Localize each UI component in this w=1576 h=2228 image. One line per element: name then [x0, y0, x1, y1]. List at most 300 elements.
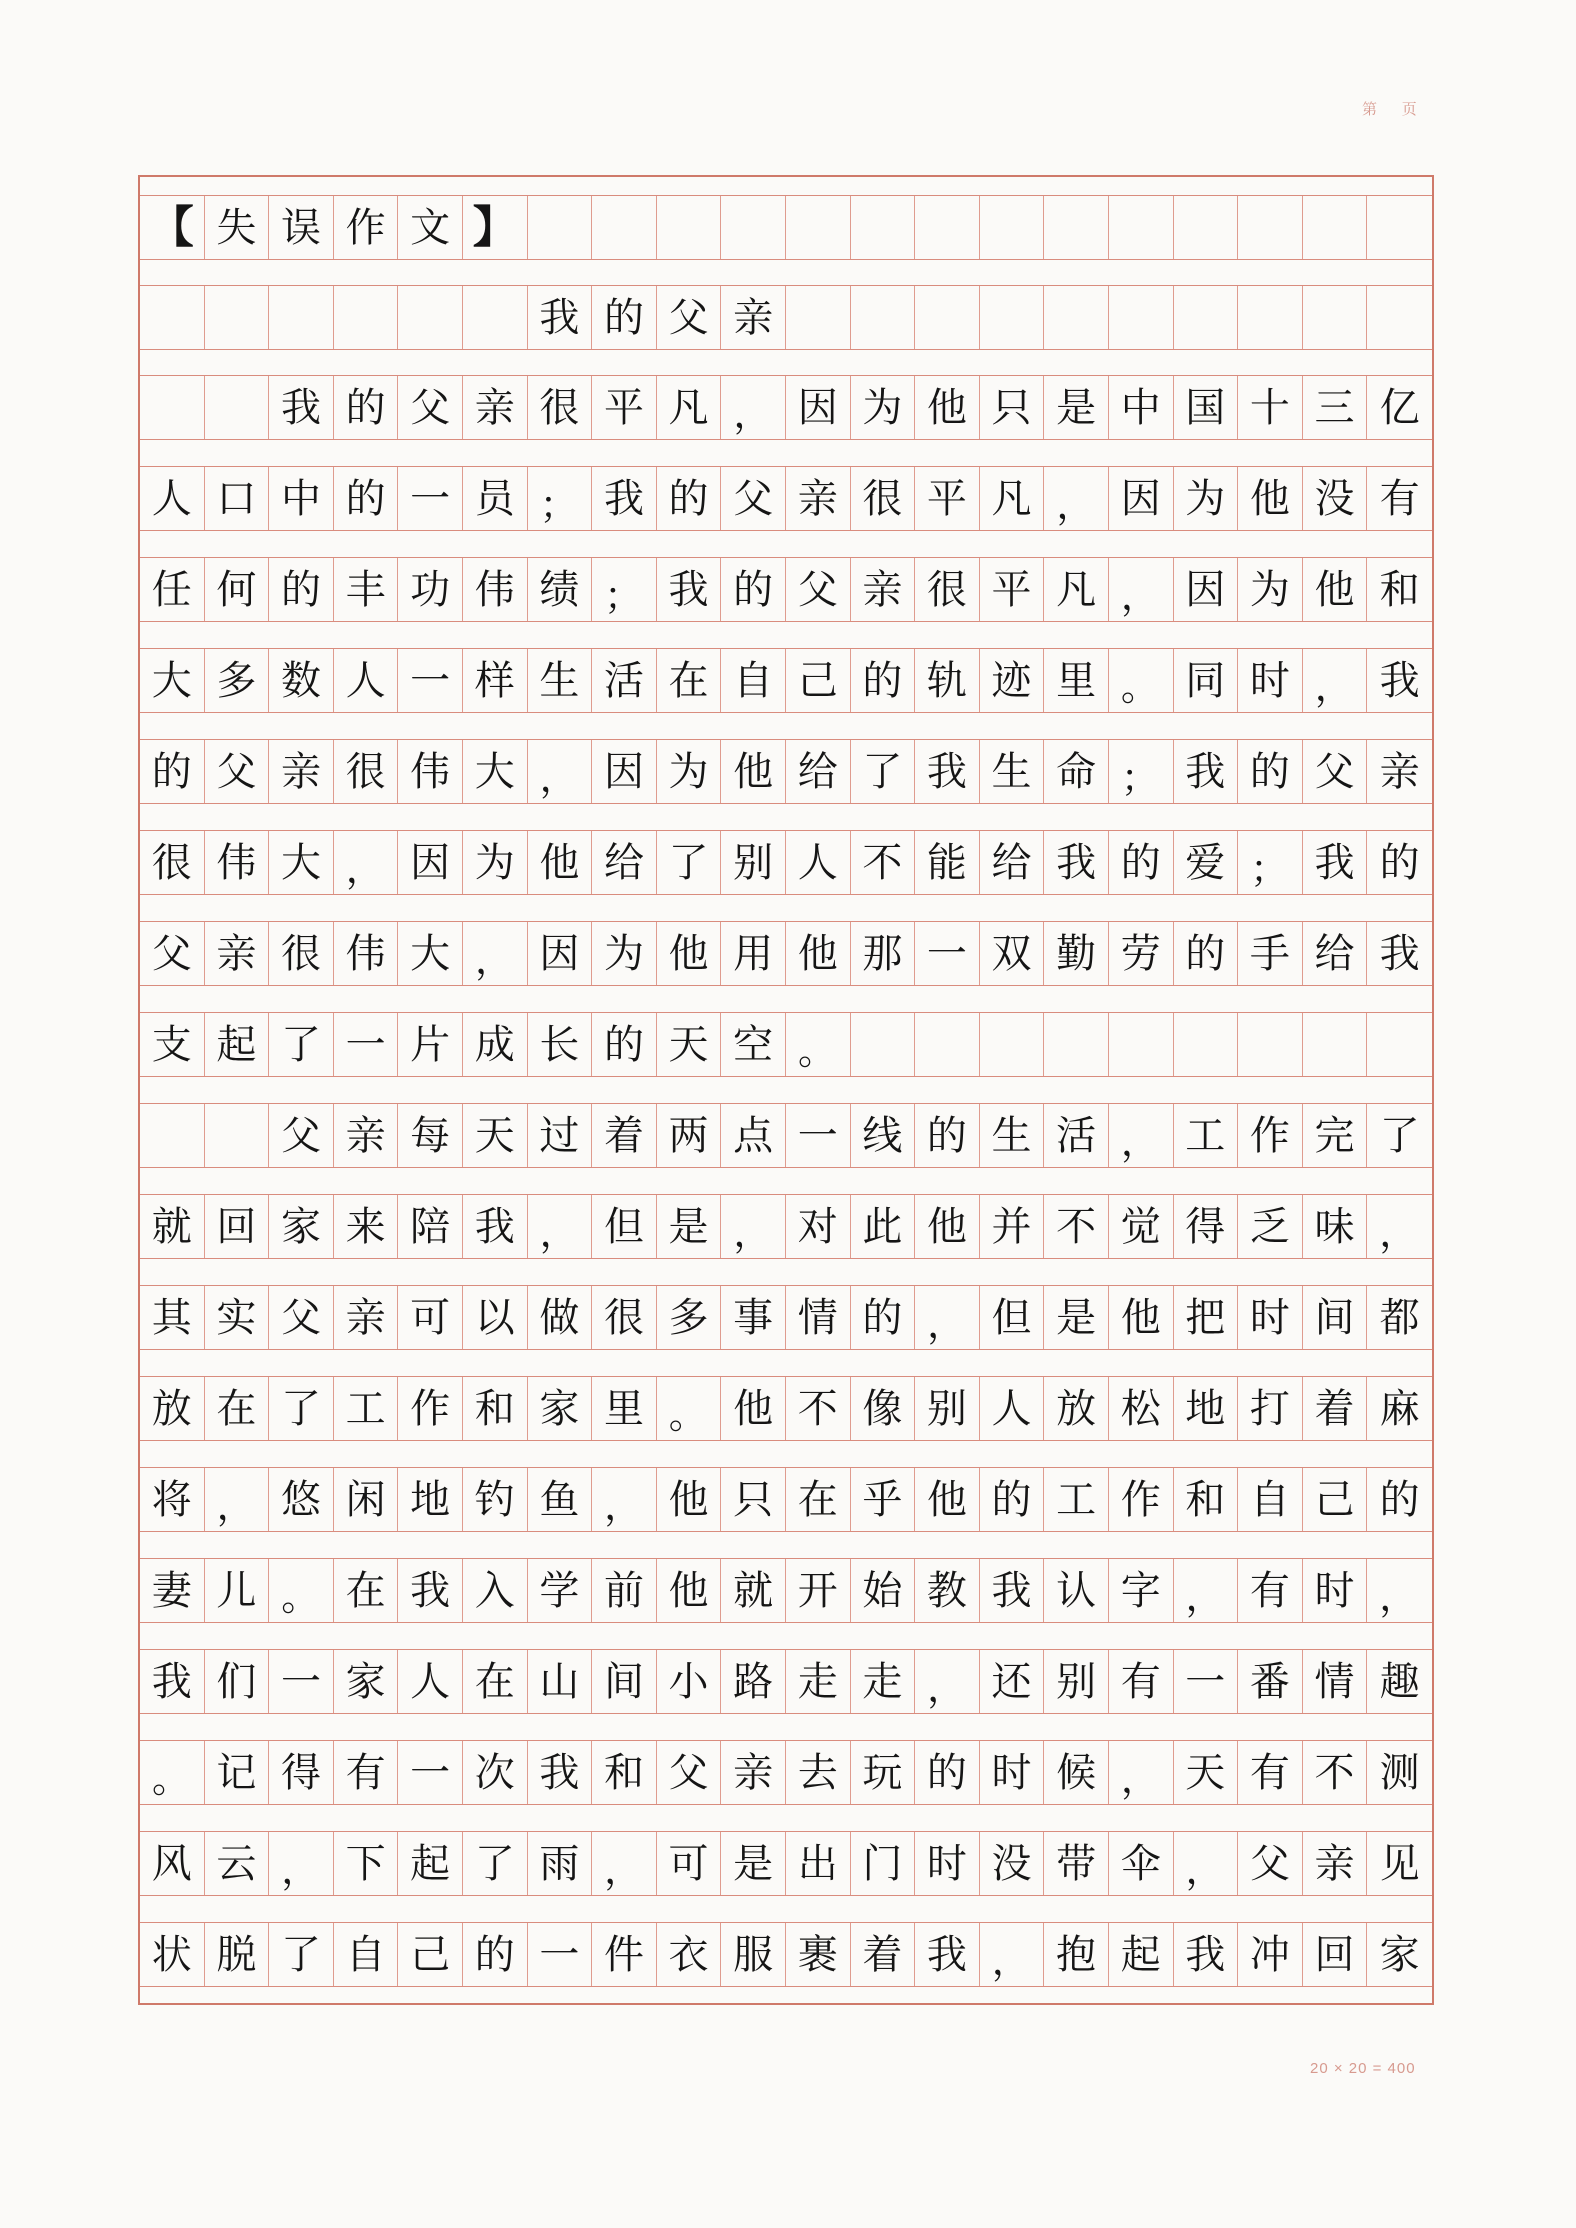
grid-cell: ， — [334, 831, 399, 894]
grid-cell: 放 — [140, 1377, 205, 1440]
grid-cell: 我 — [1303, 831, 1368, 894]
grid-cell: 记 — [205, 1741, 270, 1804]
grid-cell: 。 — [657, 1377, 722, 1440]
grid-cell: 学 — [528, 1559, 593, 1622]
grid-cell: 作 — [334, 196, 399, 259]
grid-cell: 一 — [398, 467, 463, 530]
grid-cell: 他 — [1238, 467, 1303, 530]
grid-cell: 口 — [205, 467, 270, 530]
grid-cell: 乎 — [851, 1468, 916, 1531]
grid-cell: 父 — [269, 1104, 334, 1167]
grid-cell: 那 — [851, 922, 916, 985]
grid-cell: 命 — [1044, 740, 1109, 803]
grid-cell: 我 — [1379, 930, 1420, 977]
grid-cell: 趣 — [1379, 1658, 1420, 1705]
grid-cell: 文 — [398, 196, 463, 259]
grid-cell: 走 — [786, 1650, 851, 1713]
grid-cell: ， — [463, 922, 528, 985]
grid-cell: 伟 — [205, 831, 270, 894]
grid-row — [140, 195, 1432, 260]
grid-cell — [1044, 1013, 1109, 1076]
grid-cell — [1238, 286, 1303, 349]
grid-cell: 时 — [915, 1832, 980, 1895]
grid-cell: 一 — [398, 1741, 463, 1804]
grid-cell: ； — [528, 467, 593, 530]
grid-cell: 同 — [1174, 649, 1239, 712]
grid-cell: 的 — [721, 558, 786, 621]
grid-cell: 给 — [786, 740, 851, 803]
grid-cell: 雨 — [528, 1832, 593, 1895]
grid-cell: 开 — [786, 1559, 851, 1622]
grid-cell: 】 — [463, 196, 528, 259]
grid-cell: 起 — [205, 1013, 270, 1076]
grid-cell: ， — [1379, 1575, 1418, 1619]
grid-row — [140, 1740, 1432, 1805]
grid-cell: 他 — [915, 376, 980, 439]
grid-cell: 情 — [786, 1286, 851, 1349]
grid-cell — [1238, 1013, 1303, 1076]
grid-cell — [1174, 1013, 1239, 1076]
grid-cell: 。 — [786, 1013, 851, 1076]
grid-cell: 鱼 — [528, 1468, 593, 1531]
grid-cell: 带 — [1044, 1832, 1109, 1895]
grid-cell: 地 — [398, 1468, 463, 1531]
grid-cell: 点 — [721, 1104, 786, 1167]
grid-cell: 。 — [1109, 649, 1174, 712]
grid-cell: 父 — [1303, 740, 1368, 803]
grid-cell: 我 — [980, 1559, 1045, 1622]
grid-cell — [463, 286, 528, 349]
grid-cell: 有 — [1238, 1741, 1303, 1804]
grid-cell — [398, 286, 463, 349]
grid-row — [140, 1285, 1432, 1350]
grid-cell — [980, 1013, 1045, 1076]
grid-cell: 一 — [334, 1013, 399, 1076]
grid-row — [140, 1649, 1432, 1714]
grid-cell: 作 — [1109, 1468, 1174, 1531]
grid-cell: 我 — [1044, 831, 1109, 894]
grid-cell: 能 — [915, 831, 980, 894]
grid-cell — [1303, 1013, 1368, 1076]
grid-cell: 和 — [463, 1377, 528, 1440]
grid-cell: 他 — [657, 922, 722, 985]
grid-cell: 有 — [334, 1741, 399, 1804]
grid-cell — [205, 1104, 270, 1167]
grid-cell: 了 — [657, 831, 722, 894]
grid-cell: ， — [1303, 649, 1368, 712]
grid-cell: 家 — [334, 1650, 399, 1713]
grid-row — [140, 1194, 1432, 1259]
grid-cell: 我 — [915, 740, 980, 803]
grid-cell: 工 — [1044, 1468, 1109, 1531]
grid-cell: 过 — [528, 1104, 593, 1167]
grid-cell: 很 — [592, 1286, 657, 1349]
grid-cell: 觉 — [1109, 1195, 1174, 1258]
grid-row — [140, 830, 1432, 895]
grid-cell: 父 — [1238, 1832, 1303, 1895]
grid-cell: 的 — [592, 1013, 657, 1076]
grid-cell: 为 — [657, 740, 722, 803]
grid-cell: ， — [1174, 1832, 1239, 1895]
grid-cell: 国 — [1174, 376, 1239, 439]
grid-cell: 着 — [592, 1104, 657, 1167]
grid-cell: 为 — [592, 922, 657, 985]
grid-cell: 给 — [592, 831, 657, 894]
grid-cell: 失 — [205, 196, 270, 259]
grid-cell: 父 — [721, 467, 786, 530]
grid-cell — [915, 286, 980, 349]
page-number-label: 第 页 — [1362, 100, 1427, 118]
grid-cell: 两 — [657, 1104, 722, 1167]
grid-cell — [140, 286, 205, 349]
grid-cell: 他 — [1109, 1286, 1174, 1349]
grid-cell: 不 — [1044, 1195, 1109, 1258]
grid-cell: 了 — [463, 1832, 528, 1895]
grid-cell: 空 — [721, 1013, 786, 1076]
grid-cell: 冲 — [1238, 1923, 1303, 1986]
grid-cell: 件 — [592, 1923, 657, 1986]
grid-cell: 亲 — [786, 467, 851, 530]
grid-cell: 自 — [1238, 1468, 1303, 1531]
grid-cell: 片 — [398, 1013, 463, 1076]
grid-cell: 己 — [398, 1923, 463, 1986]
grid-row — [140, 1922, 1432, 1987]
grid-cell: 何 — [205, 558, 270, 621]
grid-cell: 没 — [980, 1832, 1045, 1895]
grid-cell: 放 — [1044, 1377, 1109, 1440]
grid-cell: 钓 — [463, 1468, 528, 1531]
grid-cell: 门 — [851, 1832, 916, 1895]
grid-cell: 伞 — [1109, 1832, 1174, 1895]
grid-cell: 做 — [528, 1286, 593, 1349]
grid-cell: 工 — [1174, 1104, 1239, 1167]
grid-cell: 的 — [915, 1104, 980, 1167]
grid-cell: ， — [721, 1195, 786, 1258]
grid-cell: 为 — [463, 831, 528, 894]
grid-cell — [1367, 196, 1432, 259]
grid-cell — [334, 286, 399, 349]
grid-cell: 员 — [463, 467, 528, 530]
grid-cell: 的 — [915, 1741, 980, 1804]
grid-cell: 天 — [1174, 1741, 1239, 1804]
grid-cell: 我 — [1379, 657, 1420, 704]
grid-cell: 伟 — [334, 922, 399, 985]
grid-cell: 的 — [1238, 740, 1303, 803]
grid-cell: 事 — [721, 1286, 786, 1349]
grid-cell: 前 — [592, 1559, 657, 1622]
grid-cell: 悠 — [269, 1468, 334, 1531]
grid-cell: 有 — [1109, 1650, 1174, 1713]
grid-cell: 迹 — [980, 649, 1045, 712]
grid-row — [140, 1831, 1432, 1896]
grid-cell: 绩 — [528, 558, 593, 621]
grid-cell: 但 — [592, 1195, 657, 1258]
grid-cell: 不 — [1303, 1741, 1368, 1804]
grid-cell: 。 — [269, 1559, 334, 1622]
grid-cell: ， — [592, 1468, 657, 1531]
grid-row — [140, 1558, 1432, 1623]
grid-cell: 他 — [1303, 558, 1368, 621]
grid-cell: 松 — [1109, 1377, 1174, 1440]
grid-cell: 像 — [851, 1377, 916, 1440]
grid-cell: 双 — [980, 922, 1045, 985]
grid-cell: 把 — [1174, 1286, 1239, 1349]
grid-cell: 脱 — [205, 1923, 270, 1986]
grid-cell: 人 — [140, 467, 205, 530]
grid-cell: 的 — [851, 1286, 916, 1349]
grid-cell — [140, 376, 205, 439]
grid-cell: 起 — [1109, 1923, 1174, 1986]
grid-cell: 的 — [1109, 831, 1174, 894]
grid-cell: 只 — [721, 1468, 786, 1531]
grid-cell — [915, 1013, 980, 1076]
grid-cell: 云 — [205, 1832, 270, 1895]
grid-cell — [205, 286, 270, 349]
grid-cell: ， — [592, 1832, 657, 1895]
grid-cell: 父 — [786, 558, 851, 621]
grid-cell: 为 — [851, 376, 916, 439]
grid-cell: 我 — [528, 1741, 593, 1804]
grid-cell: 了 — [269, 1923, 334, 1986]
grid-cell: 路 — [721, 1650, 786, 1713]
grid-row — [140, 1103, 1432, 1168]
grid-cell: 线 — [851, 1104, 916, 1167]
grid-cell: 我 — [398, 1559, 463, 1622]
grid-cell: 样 — [463, 649, 528, 712]
grid-cell: 对 — [786, 1195, 851, 1258]
grid-cell: 丰 — [334, 558, 399, 621]
grid-cell: 服 — [721, 1923, 786, 1986]
grid-cell: 人 — [980, 1377, 1045, 1440]
grid-cell: 乏 — [1238, 1195, 1303, 1258]
grid-cell: 打 — [1238, 1377, 1303, 1440]
grid-cell: 了 — [269, 1013, 334, 1076]
grid-cell — [1109, 1013, 1174, 1076]
grid-cell — [657, 196, 722, 259]
grid-cell — [980, 286, 1045, 349]
grid-cell: 因 — [1174, 558, 1239, 621]
grid-cell: 大 — [398, 922, 463, 985]
grid-cell: 亲 — [721, 286, 786, 349]
grid-cell: 他 — [915, 1195, 980, 1258]
grid-cell: 不 — [786, 1377, 851, 1440]
grid-cell: ， — [915, 1650, 980, 1713]
grid-cell: 的 — [980, 1468, 1045, 1531]
grid-cell: 用 — [721, 922, 786, 985]
grid-cell: 长 — [528, 1013, 593, 1076]
grid-cell: 己 — [1303, 1468, 1368, 1531]
grid-cell: 亲 — [1303, 1832, 1368, 1895]
grid-cell: 亲 — [851, 558, 916, 621]
grid-cell: 的 — [851, 649, 916, 712]
grid-cell: 回 — [1303, 1923, 1368, 1986]
grid-cell: 我 — [1174, 740, 1239, 803]
grid-cell: 伟 — [463, 558, 528, 621]
grid-cell: 自 — [334, 1923, 399, 1986]
grid-cell: 还 — [980, 1650, 1045, 1713]
grid-cell: 一 — [528, 1923, 593, 1986]
grid-cell: 测 — [1379, 1749, 1420, 1796]
grid-cell: 时 — [1238, 1286, 1303, 1349]
grid-cell: 因 — [786, 376, 851, 439]
grid-cell: 任 — [140, 558, 205, 621]
grid-cell: 抱 — [1044, 1923, 1109, 1986]
grid-cell: 我 — [657, 558, 722, 621]
grid-cell: 别 — [1044, 1650, 1109, 1713]
grid-cell: 家 — [528, 1377, 593, 1440]
grid-cell — [528, 196, 593, 259]
grid-cell: 闲 — [334, 1468, 399, 1531]
grid-cell: 【 — [140, 196, 205, 259]
grid-cell: 一 — [915, 922, 980, 985]
grid-cell: 他 — [657, 1468, 722, 1531]
grid-cell: 手 — [1238, 922, 1303, 985]
grid-cell: 数 — [269, 649, 334, 712]
grid-row — [140, 1012, 1432, 1077]
grid-cell: 的 — [334, 467, 399, 530]
grid-cell: 生 — [528, 649, 593, 712]
grid-cell: 陪 — [398, 1195, 463, 1258]
grid-cell: 教 — [915, 1559, 980, 1622]
grid-row — [140, 1376, 1432, 1441]
grid-cell: 间 — [1303, 1286, 1368, 1349]
grid-cell: 别 — [915, 1377, 980, 1440]
grid-cell: ； — [1109, 740, 1174, 803]
grid-cell: 地 — [1174, 1377, 1239, 1440]
grid-cell: 他 — [657, 1559, 722, 1622]
grid-cell: 不 — [851, 831, 916, 894]
grid-row — [140, 557, 1432, 622]
grid-cell: 其 — [140, 1286, 205, 1349]
grid-cell: 情 — [1303, 1650, 1368, 1713]
grid-cell — [915, 196, 980, 259]
grid-cell: 走 — [851, 1650, 916, 1713]
grid-cell: 是 — [1044, 1286, 1109, 1349]
grid-cell: 以 — [463, 1286, 528, 1349]
grid-cell: 我 — [1174, 1923, 1239, 1986]
grid-cell: 状 — [140, 1923, 205, 1986]
grid-cell: ， — [528, 740, 593, 803]
grid-cell: 山 — [528, 1650, 593, 1713]
grid-cell: 小 — [657, 1650, 722, 1713]
grid-cell: 父 — [657, 286, 722, 349]
grid-cell: ， — [1044, 467, 1109, 530]
grid-cell: 平 — [592, 376, 657, 439]
grid-cell: 勤 — [1044, 922, 1109, 985]
grid-cell: ， — [1109, 1741, 1174, 1804]
grid-cell: 的 — [1379, 839, 1420, 886]
grid-cell: 在 — [205, 1377, 270, 1440]
grid-cell: 去 — [786, 1741, 851, 1804]
grid-cell: 中 — [1109, 376, 1174, 439]
grid-cell: 别 — [721, 831, 786, 894]
grid-cell: ， — [721, 376, 786, 439]
grid-cell: 是 — [721, 1832, 786, 1895]
grid-cell: ， — [1174, 1559, 1239, 1622]
grid-cell: 的 — [463, 1923, 528, 1986]
grid-cell: 活 — [592, 649, 657, 712]
grid-cell: 和 — [1379, 566, 1420, 613]
grid-cell: ， — [1109, 558, 1174, 621]
grid-cell: 的 — [657, 467, 722, 530]
grid-cell: 他 — [786, 922, 851, 985]
grid-cell: 就 — [721, 1559, 786, 1622]
grid-cell: 人 — [398, 1650, 463, 1713]
grid-cell: 亲 — [463, 376, 528, 439]
grid-cell — [1109, 196, 1174, 259]
grid-cell: 了 — [851, 740, 916, 803]
grid-cell: 中 — [269, 467, 334, 530]
grid-row — [140, 375, 1432, 440]
grid-cell: 他 — [915, 1468, 980, 1531]
grid-cell: 我 — [528, 286, 593, 349]
grid-cell: 来 — [334, 1195, 399, 1258]
grid-cell: 己 — [786, 649, 851, 712]
grid-cell — [592, 196, 657, 259]
grid-cell — [1174, 286, 1239, 349]
grid-cell: 字 — [1109, 1559, 1174, 1622]
grid-cell: 入 — [463, 1559, 528, 1622]
grid-cell: 作 — [398, 1377, 463, 1440]
grid-cell: 一 — [398, 649, 463, 712]
grid-cell: 的 — [592, 286, 657, 349]
grid-cell: 活 — [1044, 1104, 1109, 1167]
grid-cell: 了 — [269, 1377, 334, 1440]
grid-cell: 父 — [398, 376, 463, 439]
grid-cell: 实 — [205, 1286, 270, 1349]
grid-cell: 始 — [851, 1559, 916, 1622]
grid-row — [140, 921, 1432, 986]
grid-cell: 和 — [592, 1741, 657, 1804]
grid-cell: 平 — [980, 558, 1045, 621]
grid-cell: 回 — [205, 1195, 270, 1258]
grid-cell: ， — [269, 1832, 334, 1895]
grid-cell: 伟 — [398, 740, 463, 803]
grid-cell: ； — [592, 558, 657, 621]
grid-cell: 味 — [1303, 1195, 1368, 1258]
grid-cell: 了 — [1379, 1112, 1420, 1159]
grid-cell: 多 — [657, 1286, 722, 1349]
grid-cell: 儿 — [205, 1559, 270, 1622]
grid-cell: 十 — [1238, 376, 1303, 439]
grid-cell: 和 — [1174, 1468, 1239, 1531]
grid-cell: 很 — [851, 467, 916, 530]
grid-cell — [786, 196, 851, 259]
grid-cell: 候 — [1044, 1741, 1109, 1804]
grid-cell: 在 — [334, 1559, 399, 1622]
grid-cell: 大 — [140, 649, 205, 712]
grid-cell: 着 — [1303, 1377, 1368, 1440]
grid-cell: 亲 — [205, 922, 270, 985]
grid-cell: 我 — [592, 467, 657, 530]
grid-cell: 多 — [205, 649, 270, 712]
grid-cell: 起 — [398, 1832, 463, 1895]
grid-cell: 次 — [463, 1741, 528, 1804]
grid-cell: 着 — [851, 1923, 916, 1986]
grid-cell: 是 — [1044, 376, 1109, 439]
grid-cell: 三 — [1303, 376, 1368, 439]
grid-cell: 很 — [334, 740, 399, 803]
grid-cell: 番 — [1238, 1650, 1303, 1713]
grid-cell — [1367, 1013, 1432, 1076]
grid-cell: 得 — [1174, 1195, 1239, 1258]
grid-cell: 都 — [1379, 1294, 1420, 1341]
grid-cell: 很 — [915, 558, 980, 621]
grid-cell: 劳 — [1109, 922, 1174, 985]
grid-cell: 没 — [1303, 467, 1368, 530]
grid-cell: 亲 — [1379, 748, 1420, 795]
grid-cell: 家 — [1379, 1931, 1420, 1978]
